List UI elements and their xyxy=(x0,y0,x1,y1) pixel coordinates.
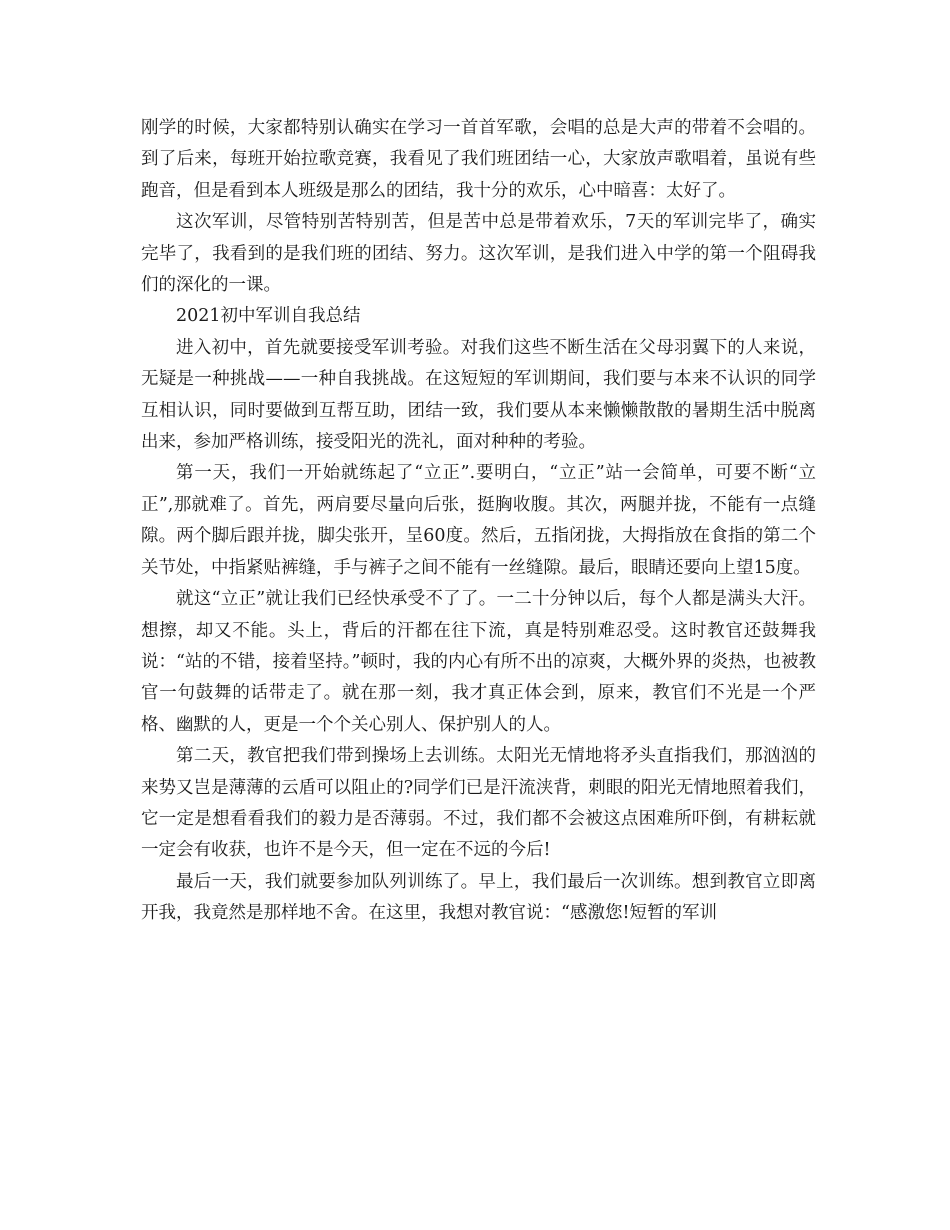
paragraph-2: 这次军训，尽管特别苦特别苦，但是苦中总是带着欢乐，7天的军训完毕了，确实完毕了，我看到的是我们班的团结、努力。这次军训，是我们进入中学的第一个阻碍我们的深化的一课。 xyxy=(141,212,816,296)
paragraph-1: 刚学的时候，大家都特别认确实在学习一首首军歌，会唱的总是大声的带着不会唱的。到了后来，每班开始拉歌竞赛，我看见了我们班团结一心，大家放声歌唱着，虽说有些跑音，但是看到本人班级是那么的团结，我十分的欢乐，心中暗喜：太好了。 xyxy=(141,118,816,201)
paragraph-5: 就这“立正”就让我们已经快承受不了了。一二十分钟以后，每个人都是满头大汗。想擦，却又不能。头上，背后的汗都在往下流，真是特别难忍受。这时教官还鼓舞我说：“站的不错，接着坚持。”顿时，我的内心有所不出的凉爽，大概外界的炎热，也被教官一句鼓舞的话带走了。就在那一刻，我才真正体会到，原来，教官们不光是一个严格、幽默的人，更是一个个关心别人、保护别人的人。 xyxy=(141,589,816,735)
document-page xyxy=(141,113,816,930)
section-title: 2021初中军训自我总结 xyxy=(176,306,361,327)
paragraph-4: 第一天，我们一开始就练起了“立正”.要明白，“立正”站一会简单，可要不断“立正”,那就难了。首先，两肩要尽量向后张，挺胸收腹。其次，两腿并拢，不能有一点缝隙。两个脚后跟并拢，脚尖张开，呈60度。然后，五指闭拢，大拇指放在食指的第二个关节处，中指紧贴裤缝，手与裤子之间不能有一丝缝隙。最后，眼睛还要向上望15度。 xyxy=(141,463,816,578)
paragraph-7: 最后一天，我们就要参加队列训练了。早上，我们最后一次训练。想到教官立即离开我，我竟然是那样地不舍。在这里，我想对教官说：“感激您!短暂的军训 xyxy=(141,871,816,924)
paragraph-6: 第二天，教官把我们带到操场上去训练。太阳光无情地将矛头直指我们，那汹汹的来势又岂是薄薄的云盾可以阻止的?同学们已是汗流浃背，刺眼的阳光无情地照着我们，它一定是想看看我们的毅力是否薄弱。不过，我们都不会被这点困难所吓倒，有耕耘就一定会有收获，也许不是今天，但一定在不远的今后! xyxy=(141,746,816,861)
paragraph-3: 进入初中，首先就要接受军训考验。对我们这些不断生活在父母羽翼下的人来说，无疑是一种挑战——一种自我挑战。在这短短的军训期间，我们要与本来不认识的同学互相认识，同时要做到互帮互助，团结一致，我们要从本来懒懒散散的暑期生活中脱离出来，参加严格训练，接受阳光的洗礼，面对种种的考验。 xyxy=(141,337,816,453)
